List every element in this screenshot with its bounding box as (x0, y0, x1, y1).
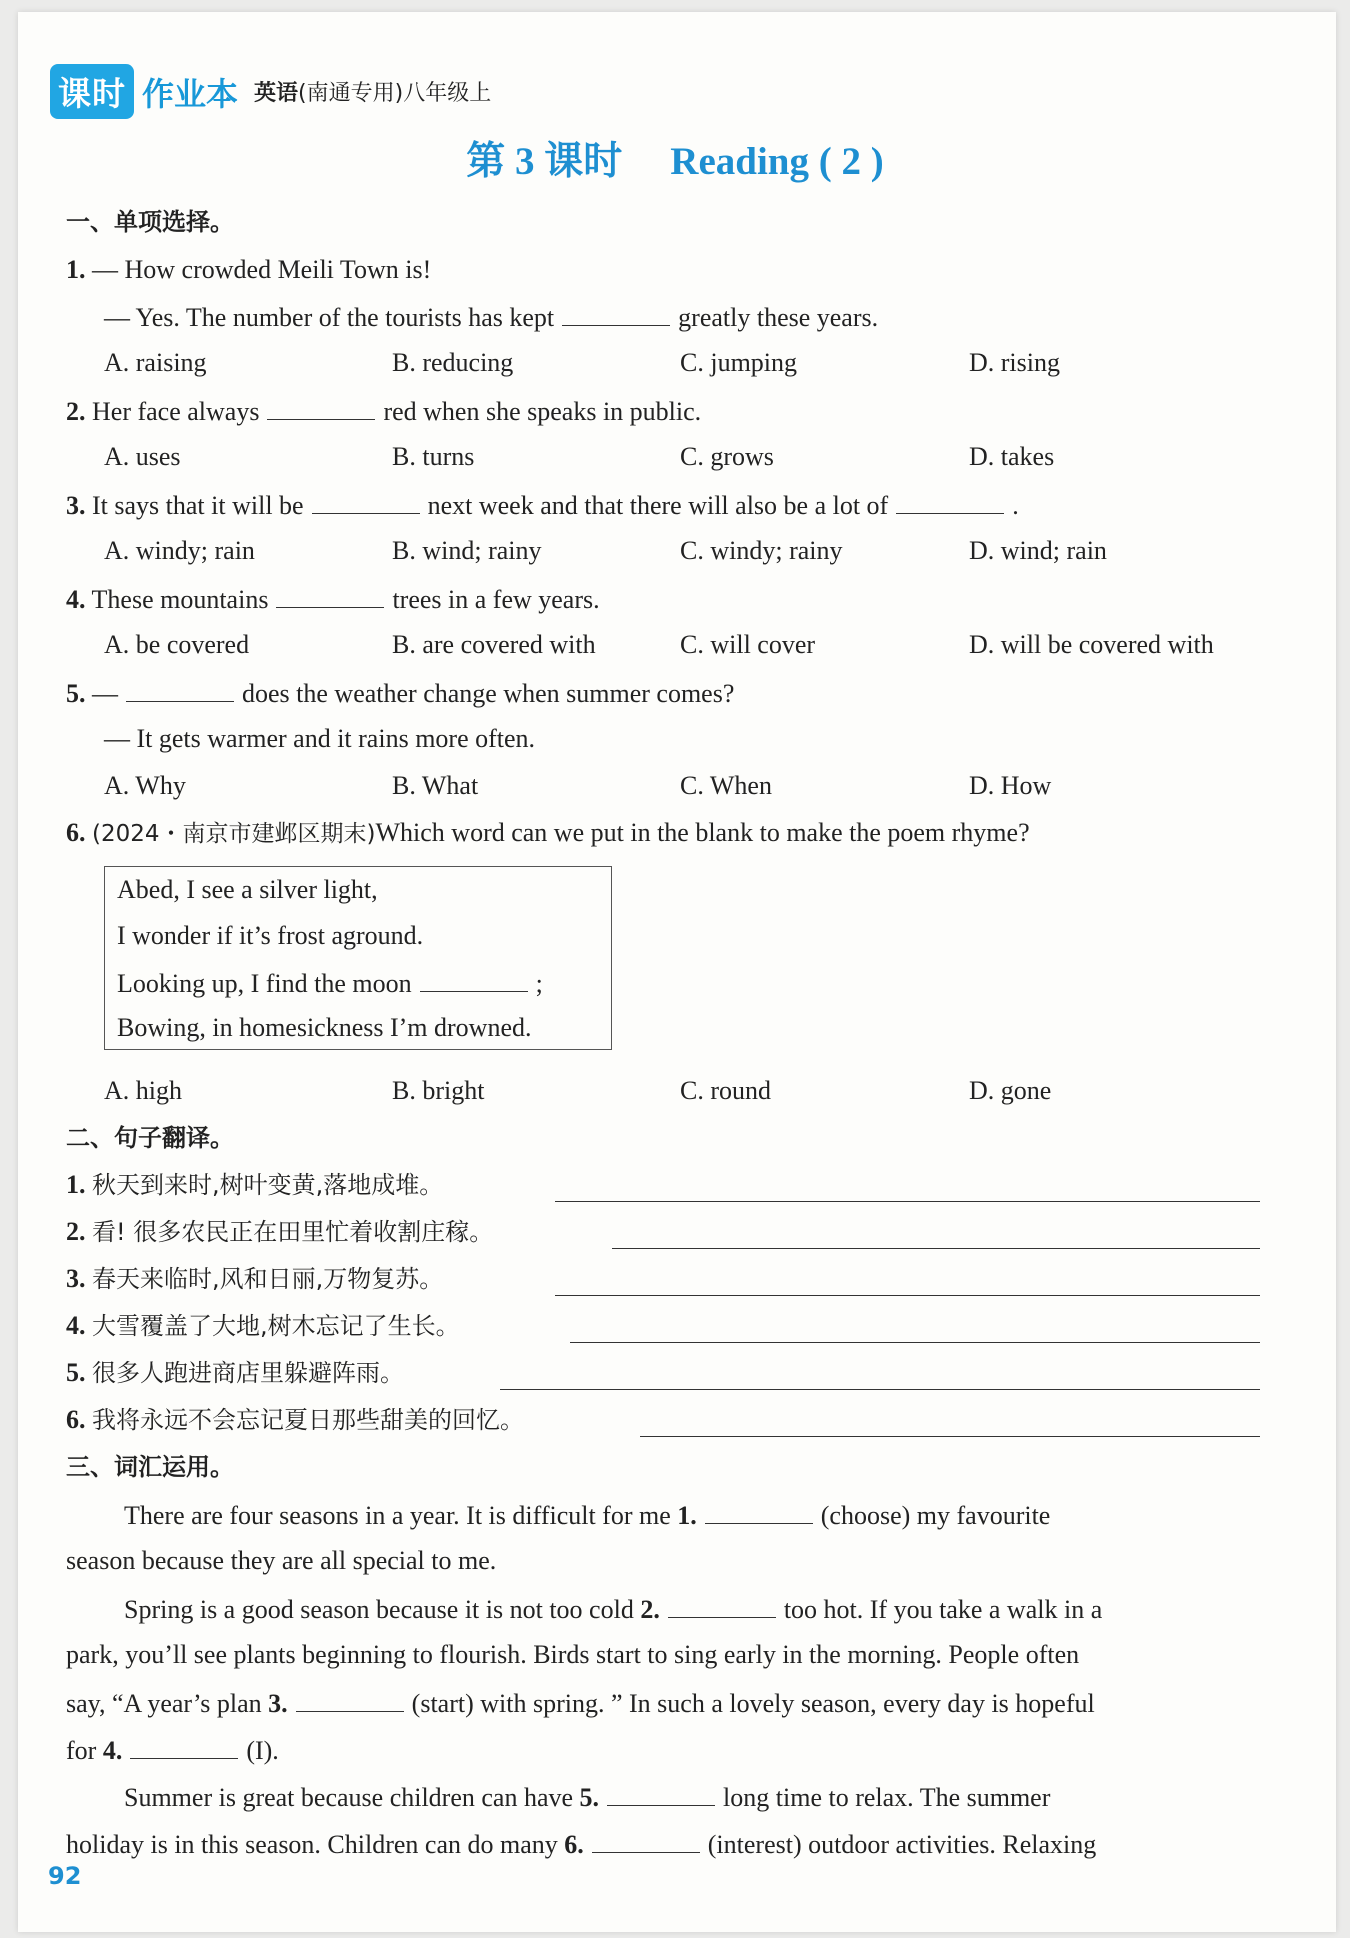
option-d: D. rising (969, 348, 1060, 377)
answer-blank[interactable] (562, 299, 670, 326)
answer-line[interactable] (500, 1389, 1260, 1390)
option-d: D. will be covered with (969, 630, 1214, 659)
option-a: A. windy; rain (104, 536, 255, 565)
answer-line[interactable] (640, 1436, 1260, 1437)
section-title: 三、词汇运用。 (66, 1453, 234, 1481)
option-b: B. What (392, 771, 479, 800)
option-a: A. raising (104, 348, 207, 377)
question-5-line2: — It gets warmer and it rains more often. (104, 724, 536, 753)
question-2: 2. Her face always red when she speaks in public. (66, 393, 701, 429)
subject-label: 英语(南通专用)八年级上 (254, 81, 492, 106)
lesson-name: Reading ( 2 ) (670, 140, 884, 183)
answer-blank[interactable] (267, 393, 375, 420)
lesson-title (0, 130, 1350, 186)
translation-item: 4. 大雪覆盖了大地,树木忘记了生长。 (66, 1311, 460, 1340)
answer-blank[interactable] (896, 487, 1004, 514)
option-c: C. round (680, 1076, 771, 1105)
option-a: A. be covered (104, 630, 250, 659)
answer-line[interactable] (570, 1342, 1260, 1343)
passage-line: There are four seasons in a year. It is difficult for me 1. (choose) my favourite (124, 1497, 1050, 1533)
poem-line: Abed, I see a silver light, (117, 875, 378, 904)
answer-blank[interactable] (126, 675, 234, 702)
answer-blank[interactable] (420, 965, 528, 992)
option-d: D. gone (969, 1076, 1052, 1105)
answer-blank[interactable] (312, 487, 420, 514)
poem-line: Bowing, in homesickness I’m drowned. (117, 1013, 532, 1042)
option-b: B. reducing (392, 348, 514, 377)
option-c: C. jumping (680, 348, 798, 377)
option-b: B. bright (392, 1076, 485, 1105)
question-4: 4. These mountains trees in a few years. (66, 581, 600, 617)
question-1-line2: — Yes. The number of the tourists has kept greatly these years. (104, 299, 878, 335)
section-title: 一、单项选择。 (66, 208, 234, 236)
poem-line: Looking up, I find the moon ; (117, 965, 543, 1001)
option-a: A. uses (104, 442, 181, 471)
passage-line: Spring is a good season because it is not too cold 2. too hot. If you take a walk in a (124, 1591, 1102, 1627)
answer-blank[interactable] (296, 1685, 404, 1712)
answer-blank[interactable] (668, 1591, 776, 1618)
passage-line: season because they are all special to me. (66, 1546, 497, 1575)
option-b: B. turns (392, 442, 475, 471)
answer-blank[interactable] (607, 1779, 715, 1806)
passage-line: say, “A year’s plan 3. (start) with spring. ” In such a lovely season, every day is hopeful (66, 1685, 1095, 1721)
option-c: C. windy; rainy (680, 536, 843, 565)
passage-line: Summer is great because children can have 5. long time to relax. The summer (124, 1779, 1050, 1815)
answer-line[interactable] (555, 1295, 1260, 1296)
answer-blank[interactable] (130, 1732, 238, 1759)
option-a: A. high (104, 1076, 182, 1105)
page-number: 92 (48, 1862, 82, 1890)
question-6: 6. (2024・南京市建邺区期末)Which word can we put in the blank to make the poem rhyme? (66, 818, 1030, 847)
option-b: B. wind; rainy (392, 536, 542, 565)
answer-blank[interactable] (705, 1497, 813, 1524)
option-a: A. Why (104, 771, 186, 800)
series-name: 作业本 (142, 74, 239, 113)
option-d: D. How (969, 771, 1052, 800)
passage-line: for 4. (I). (66, 1732, 279, 1768)
option-c: C. When (680, 771, 772, 800)
translation-item: 6. 我将永远不会忘记夏日那些甜美的回忆。 (66, 1405, 524, 1434)
translation-item: 1. 秋天到来时,树叶变黄,落地成堆。 (66, 1170, 444, 1199)
book-header (50, 64, 491, 119)
translation-item: 2. 看! 很多农民正在田里忙着收割庄稼。 (66, 1217, 494, 1246)
answer-line[interactable] (612, 1248, 1260, 1249)
poem-line: I wonder if it’s frost aground. (117, 921, 424, 950)
question-5: 5. — does the weather change when summer comes? (66, 675, 734, 711)
option-c: C. grows (680, 442, 774, 471)
section-title: 二、句子翻译。 (66, 1124, 234, 1152)
answer-blank[interactable] (592, 1826, 700, 1853)
translation-item: 3. 春天来临时,风和日丽,万物复苏。 (66, 1264, 444, 1293)
option-c: C. will cover (680, 630, 816, 659)
series-logo: 课时 (50, 64, 134, 119)
poem-box (104, 866, 612, 1050)
option-d: D. takes (969, 442, 1055, 471)
answer-line[interactable] (555, 1201, 1260, 1202)
passage-line: holiday is in this season. Children can do many 6. (interest) outdoor activities. Relaxing (66, 1826, 1096, 1862)
answer-blank[interactable] (276, 581, 384, 608)
option-d: D. wind; rain (969, 536, 1107, 565)
option-b: B. are covered with (392, 630, 596, 659)
question-1: 1. — How crowded Meili Town is! (66, 255, 432, 284)
passage-line: park, you’ll see plants beginning to flourish. Birds start to sing early in the morning. People often (66, 1640, 1080, 1669)
question-3: 3. It says that it will be next week and that there will also be a lot of . (66, 487, 1019, 523)
lesson-number: 第 3 课时 (466, 140, 623, 183)
translation-item: 5. 很多人跑进商店里躲避阵雨。 (66, 1358, 404, 1387)
